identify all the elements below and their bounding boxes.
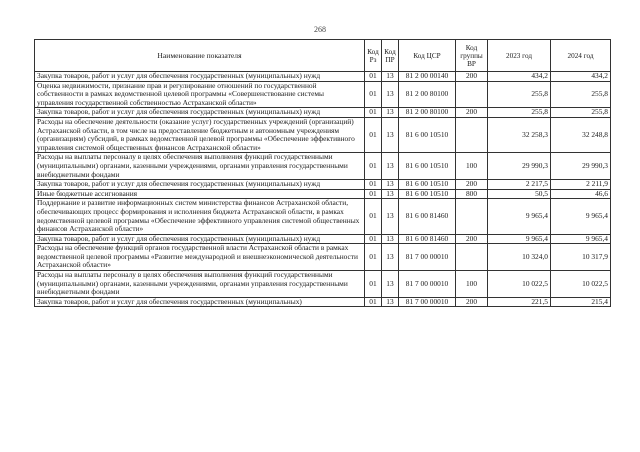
cell-2023: 29 990,3 — [488, 153, 551, 180]
cell-pr: 13 — [382, 72, 399, 82]
cell-2023: 434,2 — [488, 72, 551, 82]
table-row — [35, 271, 611, 298]
cell-vr — [456, 199, 488, 234]
cell-csr: 81 6 00 10510 — [399, 180, 456, 190]
cell-rz: 01 — [365, 117, 382, 152]
cell-vr: 200 — [456, 234, 488, 244]
cell-vr — [456, 117, 488, 152]
cell-rz: 01 — [365, 180, 382, 190]
cell-csr: 81 7 00 00010 — [399, 244, 456, 271]
cell-name: Закупка товаров, работ и услуг для обеспечения государственных (муниципальных) нужд — [35, 180, 365, 190]
cell-name: Закупка товаров, работ и услуг для обеспечения государственных (муниципальных) нужд — [35, 108, 365, 118]
cell-csr: 81 6 00 10510 — [399, 189, 456, 199]
cell-pr: 13 — [382, 271, 399, 298]
table-header-row — [35, 40, 611, 72]
cell-vr: 100 — [456, 153, 488, 180]
cell-2024: 32 248,8 — [551, 117, 611, 152]
header-2023: 2023 год — [488, 40, 551, 72]
table-row — [35, 81, 611, 108]
cell-rz: 01 — [365, 72, 382, 82]
cell-pr: 13 — [382, 234, 399, 244]
cell-csr: 81 6 00 81460 — [399, 234, 456, 244]
cell-vr: 100 — [456, 271, 488, 298]
cell-pr: 13 — [382, 117, 399, 152]
cell-pr: 13 — [382, 189, 399, 199]
cell-rz: 01 — [365, 108, 382, 118]
table-row — [35, 189, 611, 199]
cell-name: Оценка недвижимости, признание прав и регулирование отношений по государственной собственности в рамках ведомственной целевой программы «Совершенствование системы управления государственной собственностью Астраханской области» — [35, 81, 365, 108]
cell-name: Закупка товаров, работ и услуг для обеспечения государственных (муниципальных) нужд — [35, 72, 365, 82]
cell-pr: 13 — [382, 108, 399, 118]
cell-csr: 81 7 00 00010 — [399, 271, 456, 298]
cell-name: Расходы на обеспечение деятельности (оказание услуг) государственных учреждений (организаций) Астраханской области, в том числе на предоставление бюджетным и автономным учреждениям (организациям) субсидий, в рамках ведомственной целевой программы «Обеспечение эффективного управления системой общественных финансов Астраханской области» — [35, 117, 365, 152]
header-vr: Код группы ВР — [456, 40, 488, 72]
cell-rz: 01 — [365, 297, 382, 307]
cell-2024: 255,8 — [551, 81, 611, 108]
cell-name: Расходы на выплаты персоналу в целях обеспечения выполнения функций государственными (муниципальными) органами, казенными учреждениями, органами управления государственными внебюджетными фондами — [35, 271, 365, 298]
budget-table — [34, 39, 611, 307]
cell-pr: 13 — [382, 81, 399, 108]
cell-csr: 81 2 00 80100 — [399, 108, 456, 118]
cell-2024: 9 965,4 — [551, 199, 611, 234]
cell-name: Расходы на обеспечение функций органов государственной власти Астраханской области в рамках ведомственной целевой программы «Развитие международной и внешнеэкономической деятельности Астраханской области» — [35, 244, 365, 271]
cell-rz: 01 — [365, 234, 382, 244]
cell-2023: 255,8 — [488, 108, 551, 118]
header-csr: Код ЦСР — [399, 40, 456, 72]
cell-rz: 01 — [365, 244, 382, 271]
cell-2023: 9 965,4 — [488, 199, 551, 234]
table-row — [35, 244, 611, 271]
cell-vr: 200 — [456, 72, 488, 82]
cell-pr: 13 — [382, 180, 399, 190]
cell-csr: 81 6 00 10510 — [399, 153, 456, 180]
page-number: 268 — [314, 25, 326, 34]
cell-2023: 255,8 — [488, 81, 551, 108]
cell-csr: 81 2 00 80100 — [399, 81, 456, 108]
cell-rz: 01 — [365, 199, 382, 234]
header-2024: 2024 год — [551, 40, 611, 72]
table-row — [35, 72, 611, 82]
cell-name: Иные бюджетные ассигнования — [35, 189, 365, 199]
cell-name: Закупка товаров, работ и услуг для обеспечения государственных (муниципальных) нужд — [35, 234, 365, 244]
table-row — [35, 297, 611, 307]
cell-2024: 2 211,9 — [551, 180, 611, 190]
cell-2024: 255,8 — [551, 108, 611, 118]
cell-2023: 50,5 — [488, 189, 551, 199]
table-row — [35, 199, 611, 234]
cell-pr: 13 — [382, 244, 399, 271]
header-name: Наименование показателя — [35, 40, 365, 72]
cell-2024: 434,2 — [551, 72, 611, 82]
cell-name: Закупка товаров, работ и услуг для обеспечения государственных (муниципальных) — [35, 297, 365, 307]
cell-2024: 215,4 — [551, 297, 611, 307]
cell-vr: 200 — [456, 108, 488, 118]
cell-2023: 221,5 — [488, 297, 551, 307]
cell-2023: 9 965,4 — [488, 234, 551, 244]
cell-vr: 200 — [456, 180, 488, 190]
table-row — [35, 180, 611, 190]
cell-name: Поддержание и развитие информационных систем министерства финансов Астраханской области, обеспечивающих процесс формирования и исполнения бюджета Астраханской области, в рамках ведомственной целевой программы «Обеспечение эффективного управления системой общественных финансов Астраханской области» — [35, 199, 365, 234]
cell-2024: 9 965,4 — [551, 234, 611, 244]
header-pr: Код ПР — [382, 40, 399, 72]
cell-csr: 81 2 00 00140 — [399, 72, 456, 82]
cell-rz: 01 — [365, 153, 382, 180]
cell-2024: 29 990,3 — [551, 153, 611, 180]
cell-vr — [456, 244, 488, 271]
cell-vr: 200 — [456, 297, 488, 307]
cell-csr: 81 6 00 81460 — [399, 199, 456, 234]
cell-2023: 10 022,5 — [488, 271, 551, 298]
cell-rz: 01 — [365, 189, 382, 199]
header-rz: Код Рз — [365, 40, 382, 72]
cell-vr: 800 — [456, 189, 488, 199]
cell-pr: 13 — [382, 199, 399, 234]
table-row — [35, 234, 611, 244]
cell-rz: 01 — [365, 81, 382, 108]
cell-csr: 81 6 00 10510 — [399, 117, 456, 152]
cell-rz: 01 — [365, 271, 382, 298]
cell-pr: 13 — [382, 153, 399, 180]
cell-2024: 10 317,9 — [551, 244, 611, 271]
cell-vr — [456, 81, 488, 108]
table-row — [35, 153, 611, 180]
cell-pr: 13 — [382, 297, 399, 307]
cell-2024: 46,6 — [551, 189, 611, 199]
table-body — [35, 72, 611, 307]
cell-2023: 10 324,0 — [488, 244, 551, 271]
table-row — [35, 117, 611, 152]
cell-2023: 32 258,3 — [488, 117, 551, 152]
cell-csr: 81 7 00 00010 — [399, 297, 456, 307]
cell-name: Расходы на выплаты персоналу в целях обеспечения выполнения функций государственными (муниципальными) органами, казенными учреждениями, органами управления государственными внебюджетными фондами — [35, 153, 365, 180]
table-row — [35, 108, 611, 118]
cell-2024: 10 022,5 — [551, 271, 611, 298]
cell-2023: 2 217,5 — [488, 180, 551, 190]
